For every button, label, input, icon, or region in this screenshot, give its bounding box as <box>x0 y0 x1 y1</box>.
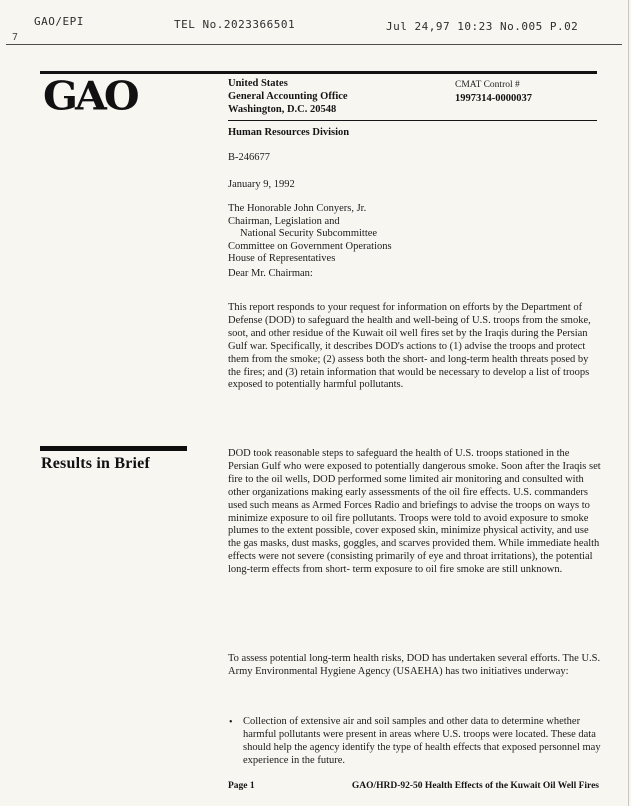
recipient-committee: Committee on Government Operations <box>228 240 392 252</box>
page-number: Page 1 <box>228 781 255 791</box>
recipient-name: The Honorable John Conyers, Jr. <box>228 203 367 214</box>
results-paragraph-2: To assess potential long-term health risks, DOD has undertaken several efforts. The U.S. Army Environmental Hygiene Agency (USAEHA) has two initiatives underway: <box>228 653 601 677</box>
fax-header-divider <box>6 44 622 45</box>
division-divider-rule <box>228 120 597 121</box>
section-divider-bar <box>40 446 187 451</box>
fax-sender-id: GAO/EPI <box>34 15 84 28</box>
cmat-control-number: 1997314-0000037 <box>455 93 532 104</box>
fax-tel-number: TEL No.2023366501 <box>174 18 296 31</box>
report-reference-number: B-246677 <box>228 152 270 163</box>
scan-edge-artifact <box>628 0 629 806</box>
agency-line-office: General Accounting Office <box>228 91 348 102</box>
agency-address-block <box>228 77 348 116</box>
section-heading-results-in-brief: Results in Brief <box>41 455 150 472</box>
report-footer-reference: GAO/HRD-92-50 Health Effects of the Kuwait Oil Well Fires <box>351 781 599 791</box>
bullet-text: Collection of extensive air and soil samples and other data to determine whether harmful pollutants were present in areas where U.S. troops were located. These data should help the agency identify the type of health effects that exposed personnel may experience in the future. <box>243 716 601 766</box>
fax-timestamp: Jul 24,97 10:23 No.005 P.02 <box>386 20 579 33</box>
gao-logo: GAO <box>43 72 137 120</box>
scan-margin-mark: 7 <box>12 32 19 43</box>
agency-line-country: United States <box>228 78 288 89</box>
agency-line-city: Washington, D.C. 20548 <box>228 104 337 115</box>
bullet-marker-icon: • <box>229 717 233 728</box>
intro-paragraph: This report responds to your request for information on efforts by the Department of Defense (DOD) to safeguard the health and well-being of U.S. troops from the smoke, soot, and other residue of the Kuwait oil well fires set by the Iraqis during the Persian Gulf war. Specifically, it describes DOD's actions to (1) advise the troops and protect them from the smoke; (2) assess both the short- and long-term health threats posed by the fires; and (3) retain information that would be necessary to develop a list of troops exposed to potentially harmful pollutants. <box>228 302 591 391</box>
division-title: Human Resources Division <box>228 127 350 138</box>
cmat-control-label: CMAT Control # <box>455 80 520 90</box>
recipient-address-block <box>228 203 392 266</box>
bullet-item <box>229 716 602 768</box>
recipient-title-line-2: National Security Subcommittee <box>240 228 378 240</box>
recipient-chamber: House of Representatives <box>228 253 336 265</box>
cmat-control-block <box>455 80 532 104</box>
results-paragraph-1: DOD took reasonable steps to safeguard the health of U.S. troops stationed in the Persian Gulf who were exposed to potentially dangerous smoke. Soon after the Iraqis set fire to the oil wells, DOD performed some limited air monitoring and consulted with other organizations making early assessments of the oil fire effects. U.S. commanders used such means as Armed Forces Radio and briefings to advise the troops on ways to minimize exposure to oil fire pollutants. Troops were told to avoid exposure to smoke plumes to the extent possible, cover exposed skin, minimize physical activity, and use the gas masks, dust masks, goggles, and scarves provided them. While immediate health effects were not severe (consisting primarily of eye and throat irritations), the potential long-term effects from short- term exposure to oil fire smoke are still unknown. <box>228 448 601 576</box>
recipient-title-line-1: Chairman, Legislation and <box>228 215 340 227</box>
salutation: Dear Mr. Chairman: <box>228 268 313 279</box>
letter-date: January 9, 1992 <box>228 179 295 190</box>
